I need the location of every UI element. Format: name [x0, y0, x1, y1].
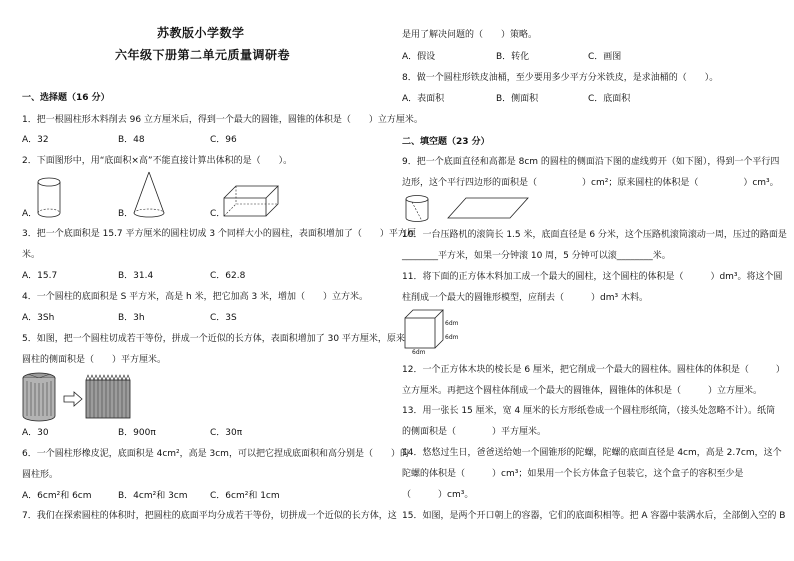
- question-12-text: 12．一个正方体木块的棱长是 6 厘米，把它削成一个最大的圆柱体。圆柱体的体积是（ ）: [402, 365, 785, 375]
- question-7-text: 7．我们在探索圆柱的体积时，把圆柱的底面平均分成若干等份，切拼成一个近似的长方体，这: [22, 511, 397, 521]
- q3-option-b[interactable]: B．31.4: [118, 271, 154, 281]
- cube-label-bottom: 6dm: [412, 349, 426, 356]
- question-9-text-cont: 边形，这个平行四边形的面积是（ ）cm²；原来圆柱的体积是（ ）cm³。: [402, 178, 779, 188]
- q4-option-a[interactable]: A．3Sh: [22, 313, 55, 323]
- q4-option-b[interactable]: B．3h: [118, 313, 145, 323]
- q6-option-c[interactable]: C．6cm²和 1cm: [210, 491, 280, 501]
- q4-option-c[interactable]: C．3S: [210, 313, 237, 323]
- q2-option-a[interactable]: A．: [22, 209, 38, 219]
- page-title: 苏教版小学数学: [157, 26, 245, 40]
- question-14-text-cont: 陀螺的体积是（ ）cm³；如果用一个长方体盒子包装它，这个盒子的容积至少是: [402, 469, 744, 479]
- question-13-text-cont: 的侧面积是（ ）平方厘米。: [402, 427, 547, 437]
- question-10-text: 10．一台压路机的滚筒长 1.5 米，底面直径是 6 分米，这个压路机滚筒滚动一周，压过的路面是: [402, 230, 787, 240]
- q7-option-a[interactable]: A．假设: [402, 52, 436, 62]
- q3-option-a[interactable]: A．15.7: [22, 271, 58, 281]
- question-7-text-cont: 是用了解决问题的（ ）策略。: [402, 30, 538, 40]
- question-12-text-cont: 立方厘米。再把这个圆柱体削成一个最大的圆锥体，圆锥体的体积是（ ）立方厘米。: [402, 386, 763, 396]
- question-6-text: 6．一个圆柱形橡皮泥，底面积是 4cm²，高是 3cm，可以把它捏成底面积和高分别是（ ）的: [22, 449, 409, 459]
- question-2-text: 2．下面图形中，用“底面积×高”不能直接计算出体积的是（ ）。: [22, 156, 293, 166]
- section-heading-choice: 一、选择题（16 分）: [22, 93, 110, 103]
- question-4-text: 4．一个圆柱的底面积是 S 平方米，高是 h 米，把它加高 3 米，增加（ ）立方米。: [22, 292, 369, 302]
- cube-label-side: 6dm: [445, 334, 459, 341]
- question-5-text-cont: 圆柱的侧面积是（ ）平方厘米。: [22, 355, 167, 365]
- cylinder-slice-figure: [22, 372, 132, 422]
- question-3-text: 3．把一个底面积是 15.7 平方厘米的圆柱切成 3 个同样大小的圆柱，表面积增加了（ ）平方厘: [22, 229, 416, 239]
- question-15-text: 15．如图，是两个开口朝上的容器，它们的底面积相等。把 A 容器中装满水后，全部倒入空的 B: [402, 511, 786, 521]
- cuboid-figure: [222, 184, 282, 218]
- q1-option-c[interactable]: C．96: [210, 135, 237, 145]
- question-9-text: 9．把一个底面直径和高都是 8cm 的圆柱的侧面沿下图的虚线剪开（如下图），得到一个平行四: [402, 157, 780, 167]
- q6-option-a[interactable]: A．6cm²和 6cm: [22, 491, 92, 501]
- cone-figure: [132, 170, 166, 220]
- q7-option-c[interactable]: C．画图: [588, 52, 622, 62]
- q1-option-b[interactable]: B．48: [118, 135, 145, 145]
- q2-option-c[interactable]: C．: [210, 209, 226, 219]
- q8-option-a[interactable]: A．表面积: [402, 94, 445, 104]
- question-13-text: 13．用一张长 15 厘米，宽 4 厘米的长方形纸卷成一个圆柱形纸筒，（接头处忽略不计）。纸筒: [402, 406, 776, 416]
- question-5-text: 5．如图，把一个圆柱切成若干等份，拼成一个近似的长方体，表面积增加了 30 平方厘米，原来: [22, 334, 405, 344]
- q6-option-b[interactable]: B．4cm²和 3cm: [118, 491, 188, 501]
- question-3-text-cont: 米。: [22, 250, 41, 260]
- section-heading-fill: 二、填空题（23 分）: [402, 137, 490, 147]
- question-14-text-cont2: （ ）cm³。: [402, 490, 474, 500]
- q5-option-c[interactable]: C．30π: [210, 428, 243, 438]
- question-10-text-cont: ________平方米，如果一分钟滚 10 周，5 分钟可以滚________米。: [402, 251, 671, 261]
- q7-option-b[interactable]: B．转化: [496, 52, 530, 62]
- right-column: [402, 0, 787, 561]
- cylinder-unroll-figure: [404, 194, 534, 224]
- q2-option-b[interactable]: B．: [118, 209, 134, 219]
- q5-option-a[interactable]: A．30: [22, 428, 49, 438]
- question-14-text: 14．悠悠过生日，爸爸送给她一个圆锥形的陀螺，陀螺的底面直径是 4cm，高是 2.7cm，这个: [402, 448, 782, 458]
- q5-option-b[interactable]: B．900π: [118, 428, 156, 438]
- page-subtitle: 六年级下册第二单元质量调研卷: [115, 48, 291, 62]
- q8-option-b[interactable]: B．侧面积: [496, 94, 539, 104]
- question-11-text: 11．将下面的正方体木料加工成一个最大的圆柱，这个圆柱的体积是（ ）dm³。将这个圆: [402, 272, 783, 282]
- question-1-text: 1．把一根圆柱形木料削去 96 立方厘米后，得到一个最大的圆锥，圆锥的体积是（ ）立方厘米。: [22, 115, 423, 125]
- q8-option-c[interactable]: C．底面积: [588, 94, 631, 104]
- question-8-text: 8．做一个圆柱形铁皮油桶，至少要用多少平方分米铁皮，是求油桶的（ ）。: [402, 73, 719, 83]
- cylinder-figure: [36, 176, 62, 220]
- question-6-text-cont: 圆柱形。: [22, 470, 59, 480]
- question-11-text-cont: 柱削成一个最大的圆锥形模型，应削去（ ）dm³ 木料。: [402, 293, 648, 303]
- cube-figure: [404, 308, 464, 356]
- q3-option-c[interactable]: C．62.8: [210, 271, 246, 281]
- cube-label-top: 6dm: [445, 320, 459, 327]
- q1-option-a[interactable]: A．32: [22, 135, 49, 145]
